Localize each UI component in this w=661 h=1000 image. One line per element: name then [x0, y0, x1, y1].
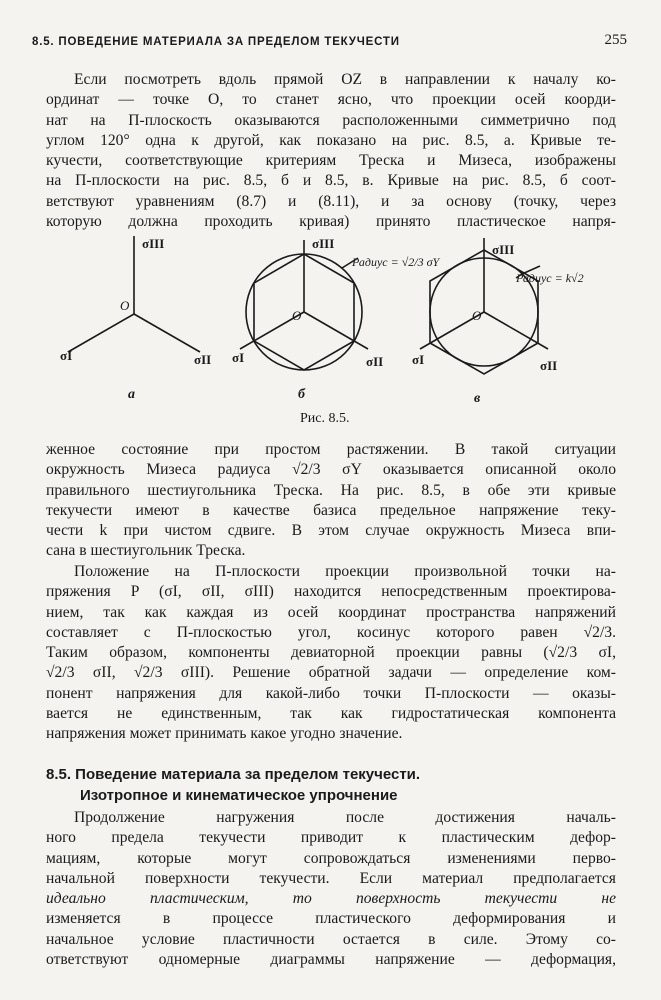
- text-line: нием, так как каждая из осей координат пространства напряжений: [46, 603, 616, 621]
- text-line: вается не единственным, так как гидростатическая компонента: [46, 705, 616, 723]
- text-line: окружность Мизеса радиуса √2/3 σY оказывается описанной около: [46, 461, 616, 479]
- subfigure-b-label: б: [298, 387, 305, 402]
- page-number: 255: [604, 32, 627, 48]
- text-line: ответствуют одномерные диаграммы напряжение — деформация,: [46, 951, 616, 969]
- axis-3-label: σIII: [312, 236, 335, 251]
- axis-line: [134, 314, 200, 352]
- text-line: идеально пластическим, то поверхность текучести не: [46, 890, 616, 908]
- text-line: Таким образом, компоненты девиаторной проекции равны (√2/3 σI,: [46, 644, 616, 662]
- page-header: [32, 30, 627, 52]
- axis-2-label: σII: [194, 352, 212, 367]
- section-subtitle: Изотропное и кинематическое упрочнение: [80, 787, 398, 804]
- text-line: чести k при чистом сдвиге. В этом случае окружность Мизеса впи-: [46, 522, 616, 540]
- paragraph-4: [46, 808, 616, 970]
- text-line: начальной поверхности текучести. Если материал предполагается: [46, 869, 616, 887]
- text-line: на П-плоскости на рис. 8.5, б и 8.5, в. Кривые на рис. 8.5, б соот-: [46, 172, 616, 190]
- text-line: Положение на П-плоскости проекции произвольной точки на-: [74, 563, 616, 580]
- text-line: кучести, соответствующие критериям Треска и Мизеса, изображены: [46, 152, 616, 170]
- axis-2-label: σII: [366, 354, 384, 369]
- text-line: Продолжение нагружения после достижения началь-: [74, 809, 616, 826]
- running-title: 8.5. ПОВЕДЕНИЕ МАТЕРИАЛА ЗА ПРЕДЕЛОМ ТЕКУЧЕСТИ: [32, 36, 400, 48]
- subfigure-c-label: в: [474, 391, 481, 406]
- subfigure-a-label: а: [128, 387, 135, 402]
- section-title: 8.5. Поведение материала за пределом текучести.: [46, 766, 421, 783]
- figure-drawing: [46, 226, 616, 436]
- axis-1-label: σI: [232, 350, 245, 365]
- radius-c-label: Радиус = k√2: [516, 271, 584, 285]
- text-line: составляет с П-плоскостью угол, косинус которого равен √2/3.: [46, 623, 616, 641]
- origin-label: O: [292, 308, 302, 323]
- radius-b-label: Радиус = √2/3 σY: [352, 255, 440, 269]
- axis-1-label: σI: [412, 352, 425, 367]
- text-line: √2/3 σII, √2/3 σIII). Решение обратной задачи — определение ком-: [46, 664, 616, 682]
- paragraph-1: [46, 70, 616, 232]
- axis-line: [68, 314, 134, 352]
- axis-3-label: σIII: [142, 236, 165, 251]
- paragraph-2: [46, 440, 616, 562]
- text-line: ветствуют уравнениям (8.7) и (8.11), и за основу (точку, через: [46, 192, 616, 210]
- text-line: ного предела текучести приводит к пластическим дефор-: [46, 829, 616, 847]
- text-line: начальное условие пластичности остается в силе. Этому со-: [46, 930, 616, 948]
- text-line: изменяется в процессе пластического деформирования и: [46, 910, 616, 928]
- figure-8-5: [46, 226, 616, 436]
- axis-2-label: σII: [540, 358, 558, 373]
- axis-3-label: σIII: [492, 242, 515, 257]
- text-line: сана в шестиугольник Треска.: [46, 542, 246, 560]
- text-line: углом 120° одна к другой, как показано на рис. 8.5, а. Кривые те-: [46, 131, 616, 149]
- text-line: пряжения P (σI, σII, σIII) находится непосредственным проектирова-: [46, 583, 616, 601]
- text-line: мациям, которые могут сопровождаться изменениями перво-: [46, 849, 616, 867]
- text-line: которую должна проходить кривая) принято пластическое напря-: [46, 213, 616, 231]
- text-line: ординат — точке O, то станет ясно, что проекции осей коорди-: [46, 91, 616, 109]
- text-line: нат на П-плоскость оказываются расположенными симметрично под: [46, 111, 616, 129]
- figure-caption: Рис. 8.5.: [300, 411, 350, 426]
- paragraph-3: [46, 562, 616, 745]
- origin-label: O: [120, 298, 130, 313]
- axis-1-label: σI: [60, 348, 73, 363]
- text-line: правильного шестиугольника Треска. На рис. 8.5, в обе эти кривые: [46, 481, 616, 499]
- text-line: понент напряжения для какой-либо точки П-плоскости — оказы-: [46, 684, 616, 702]
- section-heading: [46, 764, 616, 806]
- origin-label: O: [472, 308, 482, 323]
- text-line: напряжения может принимать какое угодно значение.: [46, 725, 403, 743]
- text-line: женное состояние при простом растяжении. В такой ситуации: [46, 441, 616, 458]
- text-line: текучести имеют в качестве базиса предельное напряжение теку-: [46, 501, 616, 519]
- text-line: Если посмотреть вдоль прямой OZ в направлении к началу ко-: [74, 71, 616, 88]
